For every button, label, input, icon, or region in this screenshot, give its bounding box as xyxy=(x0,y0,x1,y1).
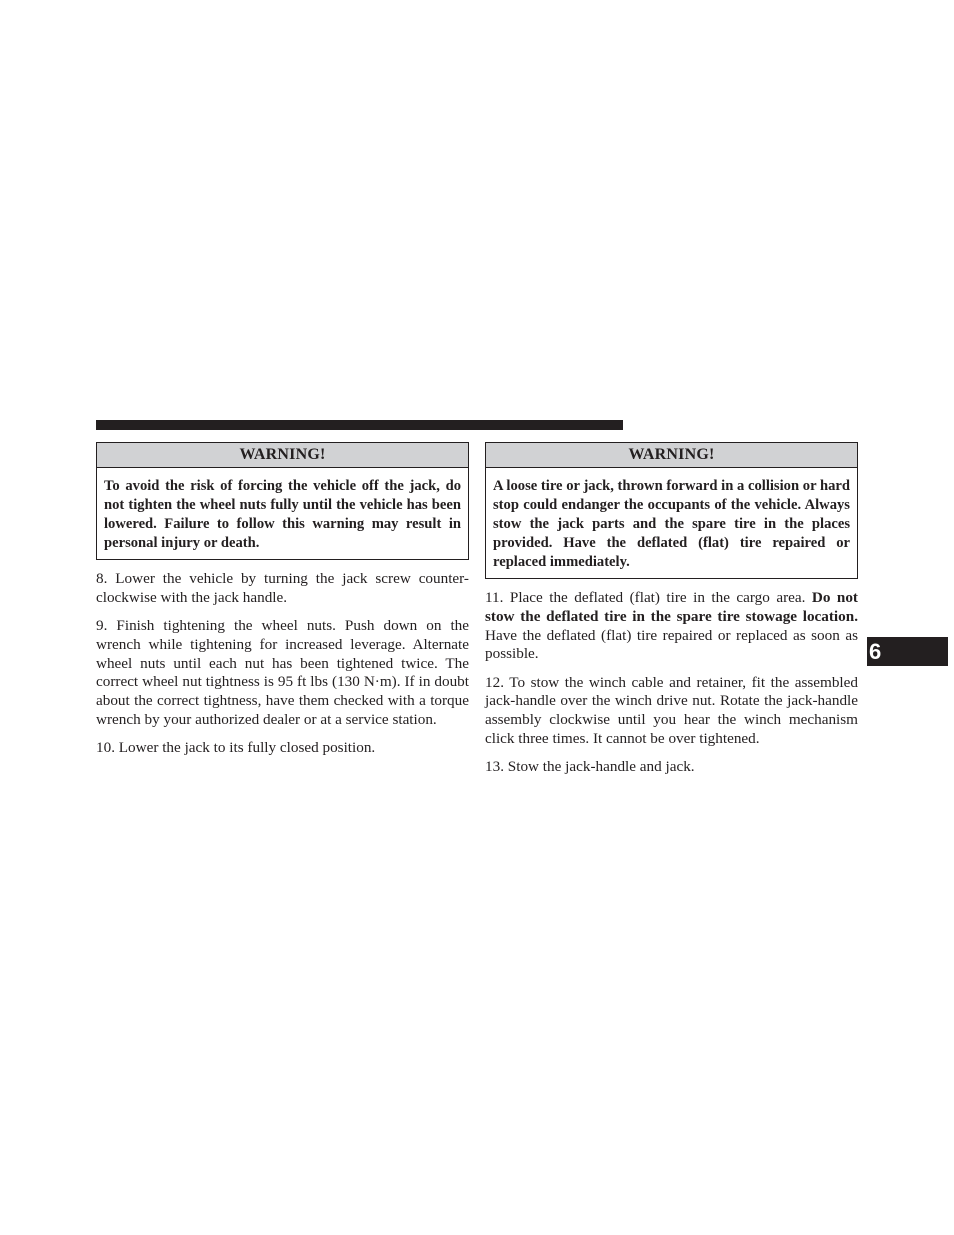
chapter-tab: 6 xyxy=(867,637,948,666)
step-11 xyxy=(485,589,858,664)
step-11-text-end: Have the deflated (flat) tire repaired or replaced as soon as possible. xyxy=(485,626,858,663)
warning-text: To avoid the risk of forcing the vehicle off the jack, do not tighten the wheel nuts fully until the vehicle has been lowered. Failure to follow this warning may result in personal injury or death. xyxy=(104,478,461,551)
step-9: 9. Finish tightening the wheel nuts. Push down on the wrench while tightening for increased leverage. Alternate wheel nuts until each nut has been tightened twice. The correct wheel nut tightness is 95 ft lbs (130 N·m). If in doubt about the correct tightness, have them checked with a torque wrench by your authorized dealer or at a service station. xyxy=(96,617,469,729)
warning-text: A loose tire or jack, thrown forward in a collision or hard stop could endanger the occupants of the vehicle. Always stow the jack parts and the spare tire in the places provided. Have the deflated (flat) tire repaired or replaced immediately. xyxy=(493,478,850,570)
step-10: 10. Lower the jack to its fully closed position. xyxy=(96,739,376,757)
step-8: 8. Lower the vehicle by turning the jack screw counter-clockwise with the jack handle. xyxy=(96,570,469,606)
step-11-text: 11. Place the deflated (flat) tire in the cargo area. xyxy=(485,589,812,606)
section-top-rule xyxy=(96,420,623,430)
warning-box-loose-tire xyxy=(485,442,858,579)
right-column xyxy=(485,442,858,787)
step-12: 12. To stow the winch cable and retainer, fit the assembled jack-handle over the winch drive nut. Rotate the jack-handle assembly clockwise until you hear the winch mechanism click three times. It cannot be over tightened. xyxy=(485,673,858,748)
warning-title: WARNING! xyxy=(97,443,468,468)
warning-box-jack-lowering xyxy=(96,442,469,560)
left-column xyxy=(96,442,469,768)
warning-title: WARNING! xyxy=(486,443,857,468)
step-11-bold-note: Do not stow the deflated tire in the spare tire stowage location. xyxy=(485,589,858,625)
step-13: 13. Stow the jack-handle and jack. xyxy=(485,758,695,776)
